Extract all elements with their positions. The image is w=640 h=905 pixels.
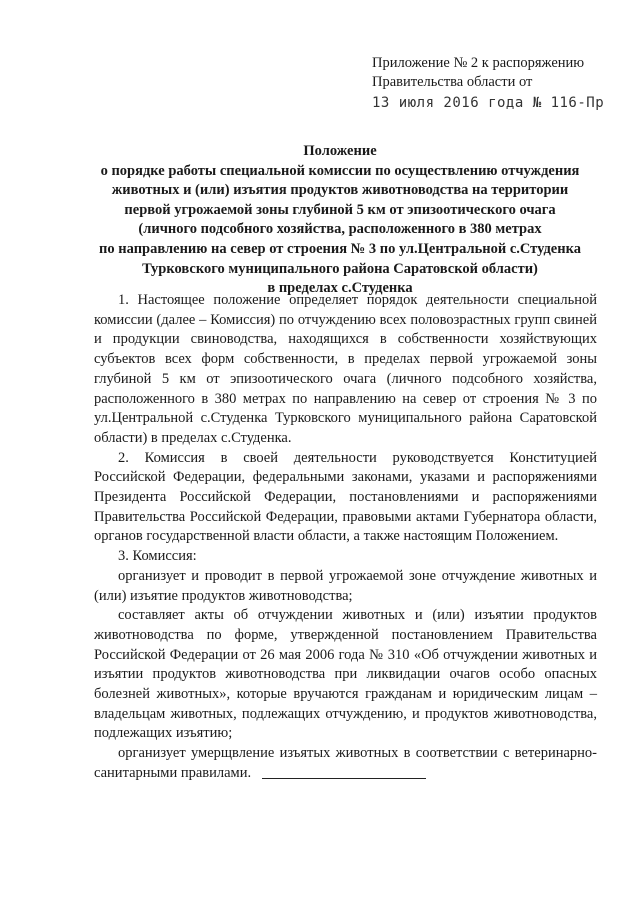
- paragraph-1: 1. Настоящее положение определяет порядок деятельности специальной комиссии (далее – Комиссия) по отчуждению всех половозрастных групп свиней и продукции свиноводства, находящихся в собственности хозяйствующих субъектов всех форм собственности, в пределах первой угрожаемой зоны глубиной 5 км от эпизоотического очага (личного подсобного хозяйства, расположенного в 380 метрах по направлению на север от строения № 3 по ул.Центральной с.Студенка Турковского муниципального района Саратовской области) в пределах с.Студенка.: [94, 292, 597, 446]
- paragraph-2: 2. Комиссия в своей деятельности руководствуется Конституцией Российской Федерации, федеральными законами, указами и распоряжениями Президента Российской Федерации, постановлениями и распоряжениями Правительства Российской Федерации, правовыми актами Губернатора области, органов государственной власти области, а также настоящим Положением.: [94, 449, 597, 545]
- title-line: Положение: [303, 143, 377, 159]
- title-line: животных и (или) изъятия продуктов животноводства на территории: [111, 182, 569, 199]
- paragraph-3-item-2: составляет акты об отчуждении животных и (или) изъятии продуктов животноводства по форме, утвержденной постановлением Правительства Российской Федерации от 26 мая 2006 года № 310 «Об отчуждении животных и изъятии продуктов животноводства при ликвидации очагов особо опасных болезней животных», которые вручаются гражданам и юридическим лицам – владельцам животных, подлежащих отчуждению, и продуктов животноводства, подлежащих изъятию;: [94, 607, 597, 742]
- paragraph-3: 3. Комиссия:: [118, 548, 197, 565]
- title-line: в пределах с.Студенка: [267, 280, 413, 297]
- appendix-line-2: Правительства области от: [372, 74, 533, 90]
- title-line: первой угрожаемой зоны глубиной 5 км от эпизоотического очага: [124, 201, 556, 218]
- appendix-line-1: Приложение № 2 к распоряжению: [372, 55, 585, 71]
- title-line: о порядке работы специальной комиссии по осуществлению отчуждения: [100, 162, 580, 179]
- paragraph-3-item-1: организует и проводит в первой угрожаемой зоне отчуждение животных и (или) изъятие продуктов животноводства;: [94, 567, 597, 604]
- appendix-header: [372, 54, 622, 113]
- appendix-date-stamp: 13 июля 2016 года № 116-Пр: [372, 95, 605, 111]
- title-line: Турковского муниципального района Саратовской области): [142, 260, 538, 277]
- title-line: по направлению на север от строения № 3 по ул.Центральной с.Студенка: [99, 240, 581, 257]
- document-title: [80, 142, 600, 299]
- document-body: [94, 291, 597, 784]
- title-line: (личного подсобного хозяйства, расположенного в 380 метрах: [138, 221, 542, 238]
- paragraph-3-item-3: организует умерщвление изъятых животных в соответствии с ветеринарно-санитарными правилами.: [94, 745, 597, 781]
- end-divider: [262, 778, 426, 779]
